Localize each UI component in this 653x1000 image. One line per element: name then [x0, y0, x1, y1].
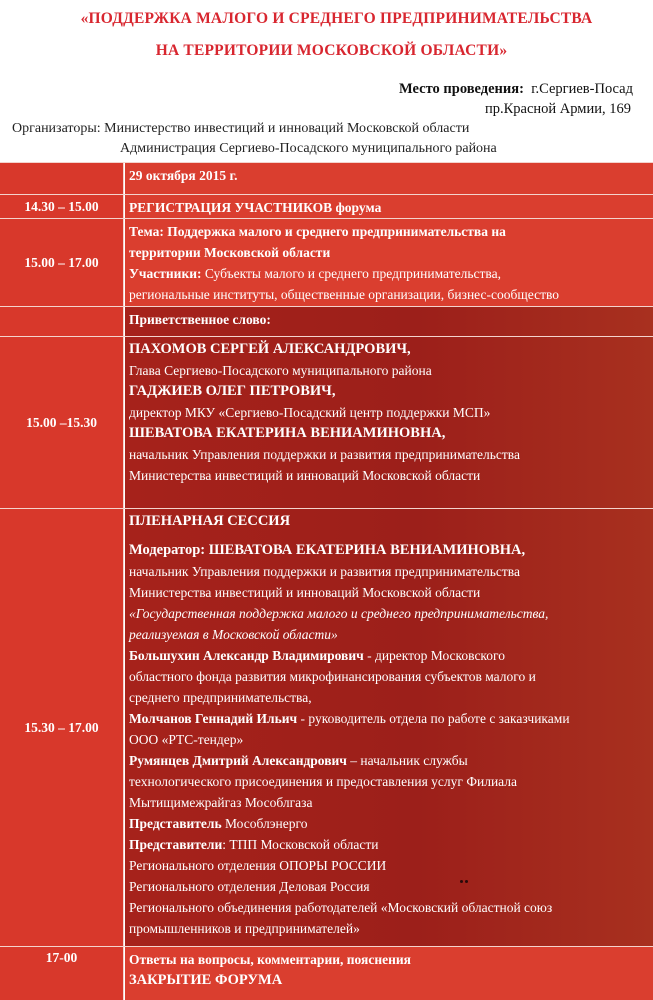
schedule-row-greetings	[0, 336, 653, 508]
date-row	[0, 162, 653, 194]
line-text: Министерства инвестиций и инноваций Московской области	[129, 468, 481, 483]
schedule-line	[129, 949, 653, 970]
schedule-line	[129, 750, 653, 771]
schedule-row-registration	[0, 194, 653, 218]
content-cell	[125, 947, 653, 1000]
line-text: ЗАКРЫТИЕ ФОРУМА	[129, 972, 283, 988]
line-text: Регионального объединения работодателей «Московский областной союз	[129, 900, 553, 915]
venue-label: Место проведения:	[399, 81, 524, 97]
time-cell: 15.30 – 17.00	[0, 509, 124, 946]
line-label: Участники:	[129, 266, 202, 281]
line-label: Молчанов Геннадий Ильич	[129, 711, 298, 726]
schedule-line	[129, 402, 653, 423]
line-text: - директор Московского	[363, 648, 506, 663]
line-text: «Государственная поддержка малого и среднего предпринимательства,	[129, 606, 549, 621]
title-line-2: НА ТЕРРИТОРИИ МОСКОВСКОЙ ОБЛАСТИ»	[155, 42, 508, 59]
schedule-line	[129, 221, 653, 242]
line-text: региональные институты, общественные организации, бизнес-сообщество	[129, 287, 560, 302]
line-label: Представители	[129, 837, 223, 852]
organizers-label: Организаторы:	[12, 121, 101, 136]
line-text: Ответы на вопросы, комментарии, пояснения	[129, 952, 411, 967]
schedule-line	[129, 444, 653, 465]
schedule-line	[129, 339, 653, 360]
schedule-line	[129, 876, 653, 897]
schedule-line	[129, 813, 653, 834]
line-text: ООО «РТС-тендер»	[129, 732, 244, 747]
date-content-cell	[125, 163, 653, 194]
content-cell	[125, 219, 653, 306]
line-text: Глава Сергиево-Посадского муниципального района	[129, 363, 432, 378]
venue-line	[399, 81, 633, 98]
line-label: Большухин Александр Владимирович	[129, 648, 364, 663]
schedule-line	[129, 792, 653, 813]
schedule-row-welcome	[0, 306, 653, 336]
schedule-line	[129, 561, 653, 582]
schedule-line	[129, 771, 653, 792]
schedule-line	[129, 511, 653, 532]
schedule-row-topic	[0, 218, 653, 306]
schedule-line	[129, 666, 653, 687]
line-text: Тема: Поддержка малого и среднего предпринимательства на	[129, 224, 506, 239]
schedule-line	[129, 197, 653, 218]
schedule-row-closing	[0, 946, 653, 1000]
venue-address: пр.Красной Армии, 169	[484, 101, 631, 117]
organizer-administration: Администрация Сергиево-Посадского муниципального района	[120, 141, 497, 156]
schedule-line	[129, 687, 653, 708]
line-text: – начальник службы	[346, 753, 468, 768]
line-text: ГАДЖИЕВ ОЛЕГ ПЕТРОВИЧ,	[129, 383, 336, 399]
line-text: директор МКУ «Сергиево-Посадский центр поддержки МСП»	[129, 405, 491, 420]
content-cell	[125, 337, 653, 508]
schedule-line	[129, 263, 653, 284]
line-text: территории Московской области	[129, 245, 331, 260]
line-text: : ТПП Московской области	[222, 837, 379, 852]
line-text: Приветственное слово:	[129, 312, 271, 327]
schedule-date: 29 октября 2015 г.	[129, 168, 238, 183]
schedule-line	[129, 918, 653, 939]
line-text: реализуемая в Московской области»	[129, 627, 338, 642]
schedule-line	[129, 360, 653, 381]
schedule-line	[129, 855, 653, 876]
time-cell: 15.00 – 17.00	[0, 219, 124, 306]
schedule-line	[129, 284, 653, 305]
time-cell: 14.30 – 15.00	[0, 195, 124, 218]
time-cell: 15.00 –15.30	[0, 337, 124, 508]
line-text: Мытищимежрайгаз Мособлгаза	[129, 795, 313, 810]
schedule-line	[129, 603, 653, 624]
line-label: Представитель	[129, 816, 222, 831]
schedule-row-plenary	[0, 508, 653, 946]
line-text: ПАХОМОВ СЕРГЕЙ АЛЕКСАНДРОВИЧ,	[129, 341, 411, 357]
schedule-line	[129, 532, 653, 540]
schedule-line	[129, 242, 653, 263]
time-cell	[0, 307, 124, 336]
schedule-line	[129, 381, 653, 402]
line-text: технологического присоединения и предоставления услуг Филиала	[129, 774, 518, 789]
line-text: ШЕВАТОВА ЕКАТЕРИНА ВЕНИАМИНОВНА,	[129, 425, 446, 441]
organizer-ministry: Министерство инвестиций и инноваций Московской области	[104, 121, 470, 136]
line-text: Министерства инвестиций и инноваций Московской области	[129, 585, 481, 600]
time-cell: 17-00	[0, 947, 124, 1000]
schedule-line	[129, 465, 653, 486]
line-text: Субъекты малого и среднего предпринимательства,	[201, 266, 501, 281]
schedule-line	[129, 708, 653, 729]
content-cell	[125, 509, 653, 946]
schedule-line	[129, 624, 653, 645]
line-text: промышленников и предпринимателей»	[129, 921, 360, 936]
venue-city: г.Сергиев-Посад	[531, 81, 633, 97]
line-label: Румянцев Дмитрий Александрович	[129, 753, 347, 768]
schedule-line	[129, 645, 653, 666]
schedule-line	[129, 970, 653, 991]
schedule-line	[129, 834, 653, 855]
line-text: ПЛЕНАРНАЯ СЕССИЯ	[129, 513, 291, 529]
line-text: - руководитель отдела по работе с заказчиками	[297, 711, 570, 726]
line-text: начальник Управления поддержки и развития предпринимательства	[129, 564, 520, 579]
line-text: Регионального отделения ОПОРЫ РОССИИ	[129, 858, 387, 873]
schedule-table	[0, 162, 653, 1000]
schedule-line	[129, 423, 653, 444]
line-text: областного фонда развития микрофинансирования субъектов малого и	[129, 669, 536, 684]
content-cell	[125, 195, 653, 218]
schedule-line	[129, 729, 653, 750]
line-text: Мособлэнерго	[221, 816, 308, 831]
line-text: среднего предпринимательства,	[129, 690, 312, 705]
stray-marks	[460, 870, 470, 874]
date-time-cell	[0, 163, 124, 194]
organizers-line-1	[12, 121, 469, 137]
line-text: начальник Управления поддержки и развития предпринимательства	[129, 447, 520, 462]
title-line-1: «ПОДДЕРЖКА МАЛОГО И СРЕДНЕГО ПРЕДПРИНИМАТЕЛЬСТВА	[80, 10, 593, 27]
schedule-line	[129, 582, 653, 603]
line-text: РЕГИСТРАЦИЯ УЧАСТНИКОВ форума	[129, 200, 382, 215]
line-text: Регионального отделения Деловая Россия	[129, 879, 370, 894]
content-cell	[125, 307, 653, 336]
line-text: Модератор: ШЕВАТОВА ЕКАТЕРИНА ВЕНИАМИНОВНА,	[129, 542, 526, 558]
schedule-line	[129, 309, 653, 330]
schedule-line	[129, 540, 653, 561]
schedule-line	[129, 897, 653, 918]
